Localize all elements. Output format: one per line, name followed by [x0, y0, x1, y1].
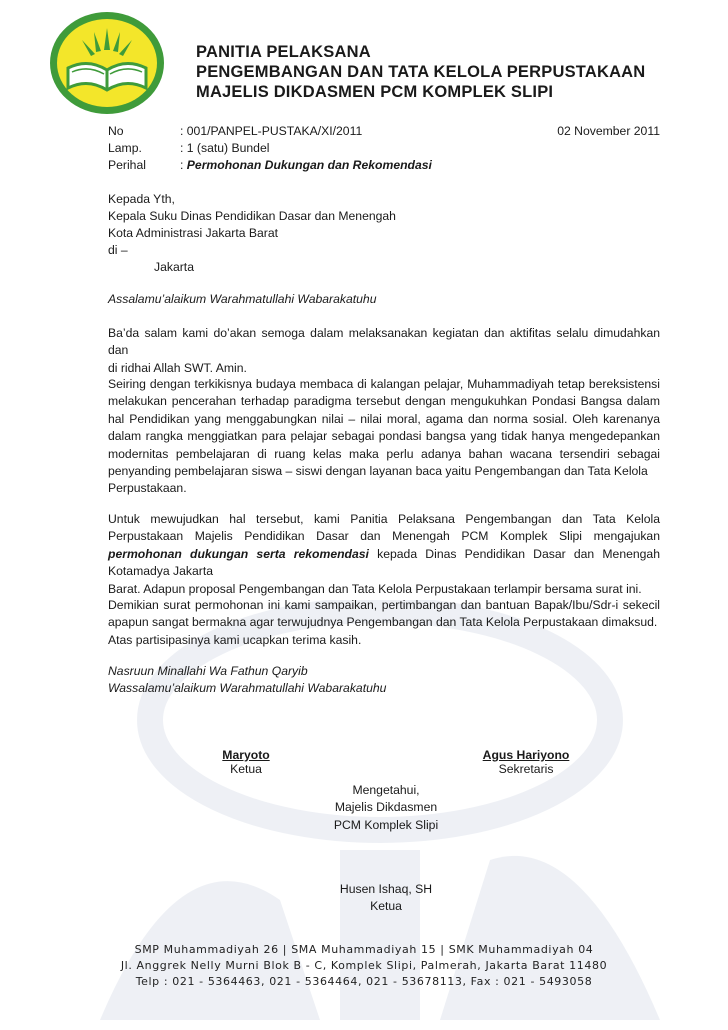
recipient-line-1: Kepada Yth, — [108, 192, 175, 206]
recipient-line-2: Kepala Suku Dinas Pendidikan Dasar dan Menengah — [108, 209, 396, 223]
paragraph-1-last: di ridhai Allah SWT. Amin. — [108, 360, 247, 375]
letter-date: 02 November 2011 — [557, 124, 660, 138]
paragraph-4 — [108, 597, 660, 649]
perihal-colon: : — [180, 158, 187, 172]
paragraph-3 — [108, 511, 660, 598]
organization-logo — [48, 10, 166, 116]
lamp-value: : 1 (satu) Bundel — [180, 141, 270, 155]
recipient-city: Jakarta — [154, 260, 194, 274]
paragraph-1-text: Ba’da salam kami do’akan semoga dalam melaksanakan kegiatan dan aktifitas selalu dimudahkan dan — [108, 326, 660, 358]
signature-center-role: Ketua — [370, 899, 402, 914]
perihal-label: Perihal — [108, 158, 146, 172]
recipient-line-4: di – — [108, 243, 128, 257]
perihal-value: Permohonan Dukungan dan Rekomendasi — [186, 158, 432, 172]
no-label: No — [108, 124, 124, 138]
signature-center-line-3: PCM Komplek Slipi — [333, 817, 439, 832]
lamp-label: Lamp. — [108, 141, 142, 155]
paragraph-4-last: Atas partisipasinya kami ucapkan terima kasih. — [108, 632, 362, 647]
signature-left-name: Maryoto — [222, 748, 270, 762]
signature-left-role: Ketua — [230, 762, 262, 776]
paragraph-1 — [108, 325, 660, 377]
greeting: Assalamu’alaikum Warahmatullahi Wabarakatuhu — [108, 292, 377, 306]
signature-center-block — [326, 881, 446, 916]
paragraph-3-text-b: kepada Dinas Pendidikan Dasar dan Menengah Kotamadya Jakarta — [108, 546, 660, 579]
paragraph-2-text: Seiring dengan terkikisnya budaya membaca di kalangan pelajar, Muhammadiyah tetap bereksistensi melakukan pencerahan terhadap paradigma tersebut dengan mengukuhkan Pondasi Bangsa dalam hal Pendidikan yang menggabungkan nilai – nilai moral, agama dan norma sosial. Oleh karenanya dalam rangka menggiatkan para pelajar sebagai pondasi bangsa yang tidak hanya mengedepankan modernitas pembelajaran di ruang kelas maka perlu adanya bahan wacana tersendiri sebagai penyanding pembelajaran siswa – siswi dengan layanan baca yaitu Pengembangan dan Tata Kelola — [108, 377, 660, 479]
recipient-line-3: Kota Administrasi Jakarta Barat — [108, 226, 279, 240]
org-line-1: PANITIA PELAKSANA — [196, 43, 371, 61]
paragraph-4-text: Demikian surat permohonan ini kami sampaikan, pertimbangan dan bantuan Bapak/Ibu/Sdr-i sekecil apapun sangat bermakna agar terwujudnya Pengembangan dan Tata Kelola Perpustakaan dimaksud. — [108, 598, 660, 630]
paragraph-3-last: Barat. Adapun proposal Pengembangan dan Tata Kelola Perpustakaan terlampir bersama surat ini. — [108, 581, 642, 596]
signature-right-role: Sekretaris — [498, 762, 554, 776]
no-value: : 001/PANPEL-PUSTAKA/XI/2011 — [180, 124, 363, 138]
signature-center-line-2: Majelis Dikdasmen — [334, 800, 438, 815]
paragraph-2-last: Perpustakaan. — [108, 481, 187, 496]
signature-center-name: Husen Ishaq, SH — [339, 882, 433, 896]
paragraph-3-text-a: Untuk mewujudkan hal tersebut, kami Panitia Pelaksana Pengembangan dan Tata Kelola Perpustakaan Majelis Pendidikan Dasar dan Menengah PCM Komplek Slipi mengajukan — [108, 512, 660, 544]
paragraph-3-bold: permohonan dukungan serta rekomendasi — [108, 546, 369, 561]
signature-left — [204, 748, 288, 776]
paragraph-2 — [108, 376, 660, 498]
signature-center — [326, 782, 446, 834]
org-line-2: PENGEMBANGAN DAN TATA KELOLA PERPUSTAKAAN — [196, 63, 646, 81]
footer-line-2: Jl. Anggrek Nelly Murni Blok B - C, Komplek Slipi, Palmerah, Jakarta Barat 11480 — [120, 959, 608, 972]
footer-line-1: SMP Muhammadiyah 26 | SMA Muhammadiyah 15 | SMK Muhammadiyah 04 — [134, 943, 594, 956]
footer-line-3: Telp : 021 - 5364463, 021 - 5364464, 021 - 53678113, Fax : 021 - 5493058 — [135, 975, 593, 988]
org-line-3: MAJELIS DIKDASMEN PCM KOMPLEK SLIPI — [196, 83, 554, 101]
signature-right-name: Agus Hariyono — [482, 748, 570, 762]
letterhead-title — [196, 42, 645, 102]
closing-line-2: Wassalamu’alaikum Warahmatullahi Wabarakatuhu — [108, 681, 387, 695]
signature-right — [474, 748, 578, 776]
closing-line-1: Nasruun Minallahi Wa Fathun Qaryib — [108, 664, 308, 678]
signature-center-line-1: Mengetahui, — [352, 783, 420, 797]
perihal-field — [180, 158, 432, 172]
